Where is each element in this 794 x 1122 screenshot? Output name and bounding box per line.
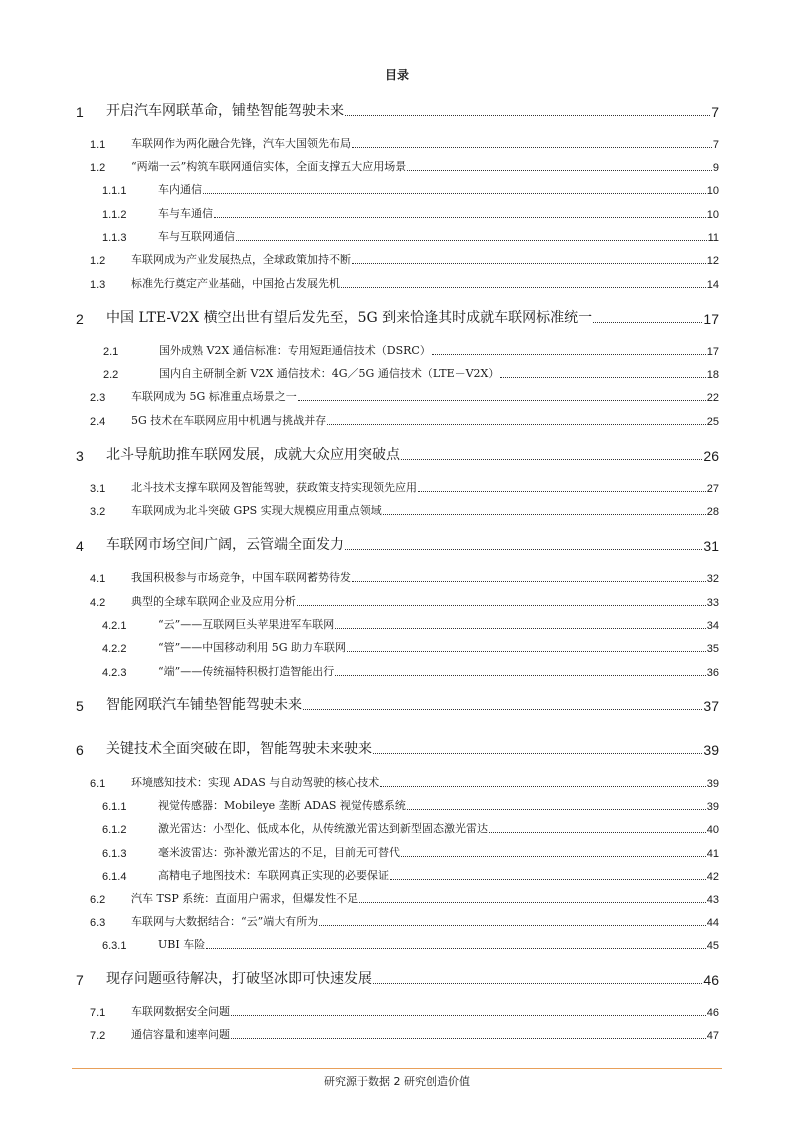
toc-entry-6-1-1[interactable]	[102, 797, 719, 813]
toc-entry-title: 激光雷达：小型化、低成本化，从传统激光雷达到新型固态激光雷达	[158, 822, 488, 835]
toc-entry-title: 环境感知技术：实现 ADAS 与自动驾驶的核心技术	[131, 776, 380, 789]
footer-divider	[72, 1068, 722, 1069]
toc-entry-page: 32	[706, 573, 719, 585]
toc-entry-number: 1.2	[90, 162, 106, 174]
dot-leader	[345, 115, 710, 116]
toc-entry-page: 10	[706, 185, 719, 197]
toc-entry-page: 12	[706, 255, 719, 267]
toc-entry-title: 车联网市场空间广阔，云管端全面发力	[106, 537, 344, 553]
toc-entry-title: 智能网联汽车铺垫智能驾驶未来	[106, 697, 302, 713]
toc-entry-1-1-1[interactable]	[102, 181, 719, 197]
footer-slogan: 研究源于数据 2 研究创造价值	[324, 1075, 470, 1088]
dot-leader	[236, 240, 707, 241]
toc-entry-page: 34	[706, 620, 719, 632]
toc-entry-title: 标准先行奠定产业基础，中国抢占发展先机	[131, 277, 340, 290]
toc-entry-title: 车与车通信	[158, 207, 213, 220]
dot-leader	[359, 902, 705, 903]
toc-entry-number: 7.2	[90, 1030, 106, 1042]
toc-entry-page: 42	[706, 871, 719, 883]
toc-entry-title: 通信容量和速率问题	[131, 1028, 230, 1041]
toc-entry-2-3[interactable]	[90, 388, 719, 404]
toc-entry-title: 典型的全球车联网企业及应用分析	[131, 595, 296, 608]
toc-entry-title: 国内自主研制全新 V2X 通信技术：4G／5G 通信技术（LTE－V2X）	[159, 367, 500, 380]
toc-entry-page: 18	[706, 369, 719, 381]
dot-leader	[407, 170, 712, 171]
toc-entry-page: 31	[703, 538, 719, 554]
toc-entry-5[interactable]	[76, 694, 719, 714]
toc-entry-number: 2.2	[103, 369, 119, 381]
toc-entry-page: 9	[712, 162, 719, 174]
toc-entry-number: 6.3.1	[102, 940, 127, 952]
toc-entry-page: 47	[706, 1030, 719, 1042]
toc-title: 目录	[384, 68, 409, 82]
toc-entry-page: 44	[706, 917, 719, 929]
toc-entry-page: 33	[706, 597, 719, 609]
toc-entry-title: 5G 技术在车联网应用中机遇与挑战并存	[131, 414, 327, 427]
toc-entry-page: 43	[706, 894, 719, 906]
toc-entry-4-2[interactable]	[90, 593, 719, 609]
toc-entry-page: 39	[703, 742, 719, 758]
toc-entry-title: 视觉传感器：Mobileye 垄断 ADAS 视觉传感系统	[158, 799, 406, 812]
dot-leader	[401, 459, 702, 460]
toc-entry-number: 3	[76, 448, 84, 464]
toc-entry-number: 1.1.3	[102, 232, 127, 244]
toc-entry-page: 45	[706, 940, 719, 952]
toc-entry-1[interactable]	[76, 100, 719, 120]
toc-entry-3[interactable]	[76, 444, 719, 464]
dot-leader	[383, 514, 706, 515]
toc-entry-title: 汽车 TSP 系统：直面用户需求，但爆发性不足	[131, 892, 359, 905]
dot-leader	[432, 354, 706, 355]
toc-entry-title: 车与互联网通信	[158, 230, 235, 243]
dot-leader	[214, 217, 706, 218]
dot-leader	[327, 424, 705, 425]
toc-entry-1-2b[interactable]	[90, 251, 719, 267]
toc-entry-page: 17	[703, 311, 719, 327]
toc-entry-number: 4.2.3	[102, 667, 127, 679]
toc-entry-number: 6	[76, 742, 84, 758]
toc-entry-page: 7	[712, 139, 719, 151]
toc-entry-1-2[interactable]	[90, 158, 719, 174]
toc-entry-title: 现存问题亟待解决，打破坚冰即可快速发展	[106, 971, 372, 987]
toc-entry-page: 26	[703, 448, 719, 464]
dot-leader	[380, 786, 706, 787]
toc-entry-title: 车联网成为产业发展热点，全球政策加持不断	[131, 253, 351, 266]
toc-entry-number: 6.2	[90, 894, 106, 906]
dot-leader	[319, 925, 706, 926]
toc-entry-7-2[interactable]	[90, 1026, 719, 1042]
toc-entry-4[interactable]	[76, 534, 719, 554]
toc-entry-title: 车联网成为北斗突破 GPS 实现大规模应用重点领域	[131, 504, 382, 517]
toc-entry-number: 4	[76, 538, 84, 554]
dot-leader	[231, 1015, 706, 1016]
dot-leader	[373, 753, 702, 754]
toc-entry-page: 39	[706, 778, 719, 790]
dot-leader	[418, 491, 706, 492]
toc-entry-title: “云”——互联网巨头苹果进军车联网	[158, 618, 335, 631]
toc-entry-title: 车联网成为 5G 标准重点场景之一	[131, 390, 297, 403]
toc-entry-title: UBI 车险	[158, 938, 206, 951]
toc-entry-number: 2.1	[103, 346, 119, 358]
toc-entry-page: 10	[706, 209, 719, 221]
toc-entry-number: 3.2	[90, 506, 106, 518]
toc-entry-3-2[interactable]	[90, 502, 719, 518]
toc-entry-page: 7	[711, 104, 719, 120]
toc-entry-2-4[interactable]	[90, 412, 719, 428]
toc-entry-number: 6.1.3	[102, 848, 127, 860]
toc-entry-2-1[interactable]	[103, 342, 719, 358]
dot-leader	[345, 549, 702, 550]
dot-leader	[407, 809, 706, 810]
toc-entry-title: 北斗技术支撑车联网及智能驾驶，获政策支持实现领先应用	[131, 481, 417, 494]
dot-leader	[373, 983, 702, 984]
toc-entry-title: 我国积极参与市场竞争，中国车联网蓄势待发	[131, 571, 351, 584]
toc-entry-3-1[interactable]	[90, 479, 719, 495]
toc-entry-title: 车内通信	[158, 183, 202, 196]
toc-entry-page: 17	[706, 346, 719, 358]
toc-entry-1-3[interactable]	[90, 275, 719, 291]
toc-entry-number: 6.1.1	[102, 801, 127, 813]
toc-entry-4-2-2[interactable]	[102, 639, 719, 655]
toc-entry-7[interactable]	[76, 968, 719, 988]
toc-entry-6-1-2[interactable]	[102, 820, 719, 836]
toc-entry-4-2-1[interactable]	[102, 616, 719, 632]
toc-entry-page: 46	[703, 972, 719, 988]
toc-entry-number: 1	[76, 104, 84, 120]
toc-entry-6-2[interactable]	[90, 890, 719, 906]
dot-leader	[390, 879, 706, 880]
toc-entry-page: 14	[706, 279, 719, 291]
toc-entry-number: 4.2.2	[102, 643, 127, 655]
toc-entry-title: 车联网数据安全问题	[131, 1005, 230, 1018]
toc-entry-4-2-3[interactable]	[102, 663, 719, 679]
dot-leader	[231, 1038, 706, 1039]
toc-entry-number: 6.1.4	[102, 871, 127, 883]
toc-entry-number: 7.1	[90, 1007, 106, 1019]
toc-entry-page: 41	[706, 848, 719, 860]
toc-entry-page: 40	[706, 824, 719, 836]
dot-leader	[335, 628, 706, 629]
dot-leader	[341, 287, 706, 288]
toc-entry-1-1-2[interactable]	[102, 205, 719, 221]
dot-leader	[489, 832, 706, 833]
toc-entry-7-1[interactable]	[90, 1003, 719, 1019]
toc-entry-title: 关键技术全面突破在即，智能驾驶未来驶来	[106, 741, 372, 757]
toc-entry-1-1-3[interactable]	[102, 228, 719, 244]
toc-entry-number: 6.3	[90, 917, 106, 929]
dot-leader	[303, 709, 702, 710]
toc-entry-page: 11	[707, 232, 719, 244]
dot-leader	[206, 948, 706, 949]
toc-entry-4-1[interactable]	[90, 569, 719, 585]
dot-leader	[500, 377, 705, 378]
toc-entry-page: 25	[706, 416, 719, 428]
dot-leader	[347, 651, 706, 652]
toc-entry-page: 27	[706, 483, 719, 495]
toc-entry-number: 6.1	[90, 778, 106, 790]
toc-entry-number: 1.1	[90, 139, 106, 151]
toc-entry-2-2[interactable]	[103, 365, 719, 381]
toc-entry-number: 1.1.2	[102, 209, 127, 221]
toc-entry-number: 1.2	[90, 255, 106, 267]
toc-entry-number: 4.2.1	[102, 620, 127, 632]
dot-leader	[352, 263, 706, 264]
toc-entry-number: 5	[76, 698, 84, 714]
toc-entry-6-1-3[interactable]	[102, 844, 719, 860]
dot-leader	[297, 605, 706, 606]
toc-entry-title: 车联网作为两化融合先锋，汽车大国领先布局	[131, 137, 351, 150]
toc-entry-page: 36	[706, 667, 719, 679]
toc-entry-page: 22	[706, 392, 719, 404]
toc-entry-number: 4.2	[90, 597, 106, 609]
toc-entry-number: 7	[76, 972, 84, 988]
toc-entry-page: 35	[706, 643, 719, 655]
toc-entry-title: 开启汽车网联革命，铺垫智能驾驶未来	[106, 103, 344, 119]
toc-entry-title: 高精电子地图技术：车联网真正实现的必要保证	[158, 869, 389, 882]
toc-entry-6-1[interactable]	[90, 774, 719, 790]
toc-entry-6-1-4[interactable]	[102, 867, 719, 883]
toc-entry-number: 4.1	[90, 573, 106, 585]
toc-entry-title: 毫米波雷达：弥补激光雷达的不足，目前无可替代	[158, 846, 400, 859]
toc-entry-number: 2	[76, 311, 84, 327]
toc-entry-1-1[interactable]	[90, 135, 719, 151]
toc-entry-number: 2.4	[90, 416, 106, 428]
dot-leader	[352, 147, 712, 148]
toc-entry-2[interactable]	[76, 307, 719, 327]
toc-entry-number: 2.3	[90, 392, 106, 404]
toc-entry-title: “端”——传统福特积极打造智能出行	[158, 665, 335, 678]
toc-entry-title: “管”——中国移动利用 5G 助力车联网	[158, 641, 347, 654]
toc-entry-number: 1.1.1	[102, 185, 127, 197]
toc-entry-6[interactable]	[76, 738, 719, 758]
toc-entry-title: 中国 LTE-V2X 横空出世有望后发先至，5G 到来恰逢其时成就车联网标准统一	[106, 310, 593, 326]
dot-leader	[203, 193, 706, 194]
toc-entry-6-3-1[interactable]	[102, 936, 719, 952]
toc-entry-title: 国外成熟 V2X 通信标准：专用短距通信技术（DSRC）	[159, 344, 431, 357]
toc-entry-page: 37	[703, 698, 719, 714]
toc-entry-title: 北斗导航助推车联网发展，成就大众应用突破点	[106, 447, 400, 463]
dot-leader	[335, 675, 706, 676]
toc-entry-title: “两端一云”构筑车联网通信实体，全面支撑五大应用场景	[131, 160, 407, 173]
dot-leader	[298, 400, 706, 401]
toc-entry-page: 28	[706, 506, 719, 518]
dot-leader	[352, 581, 706, 582]
toc-entry-number: 3.1	[90, 483, 106, 495]
toc-entry-6-3[interactable]	[90, 913, 719, 929]
toc-entry-page: 39	[706, 801, 719, 813]
dot-leader	[593, 322, 702, 323]
toc-entry-title: 车联网与大数据结合：“云”端大有所为	[131, 915, 319, 928]
dot-leader	[401, 856, 706, 857]
toc-entry-page: 46	[706, 1007, 719, 1019]
toc-entry-number: 1.3	[90, 279, 106, 291]
toc-entry-number: 6.1.2	[102, 824, 127, 836]
